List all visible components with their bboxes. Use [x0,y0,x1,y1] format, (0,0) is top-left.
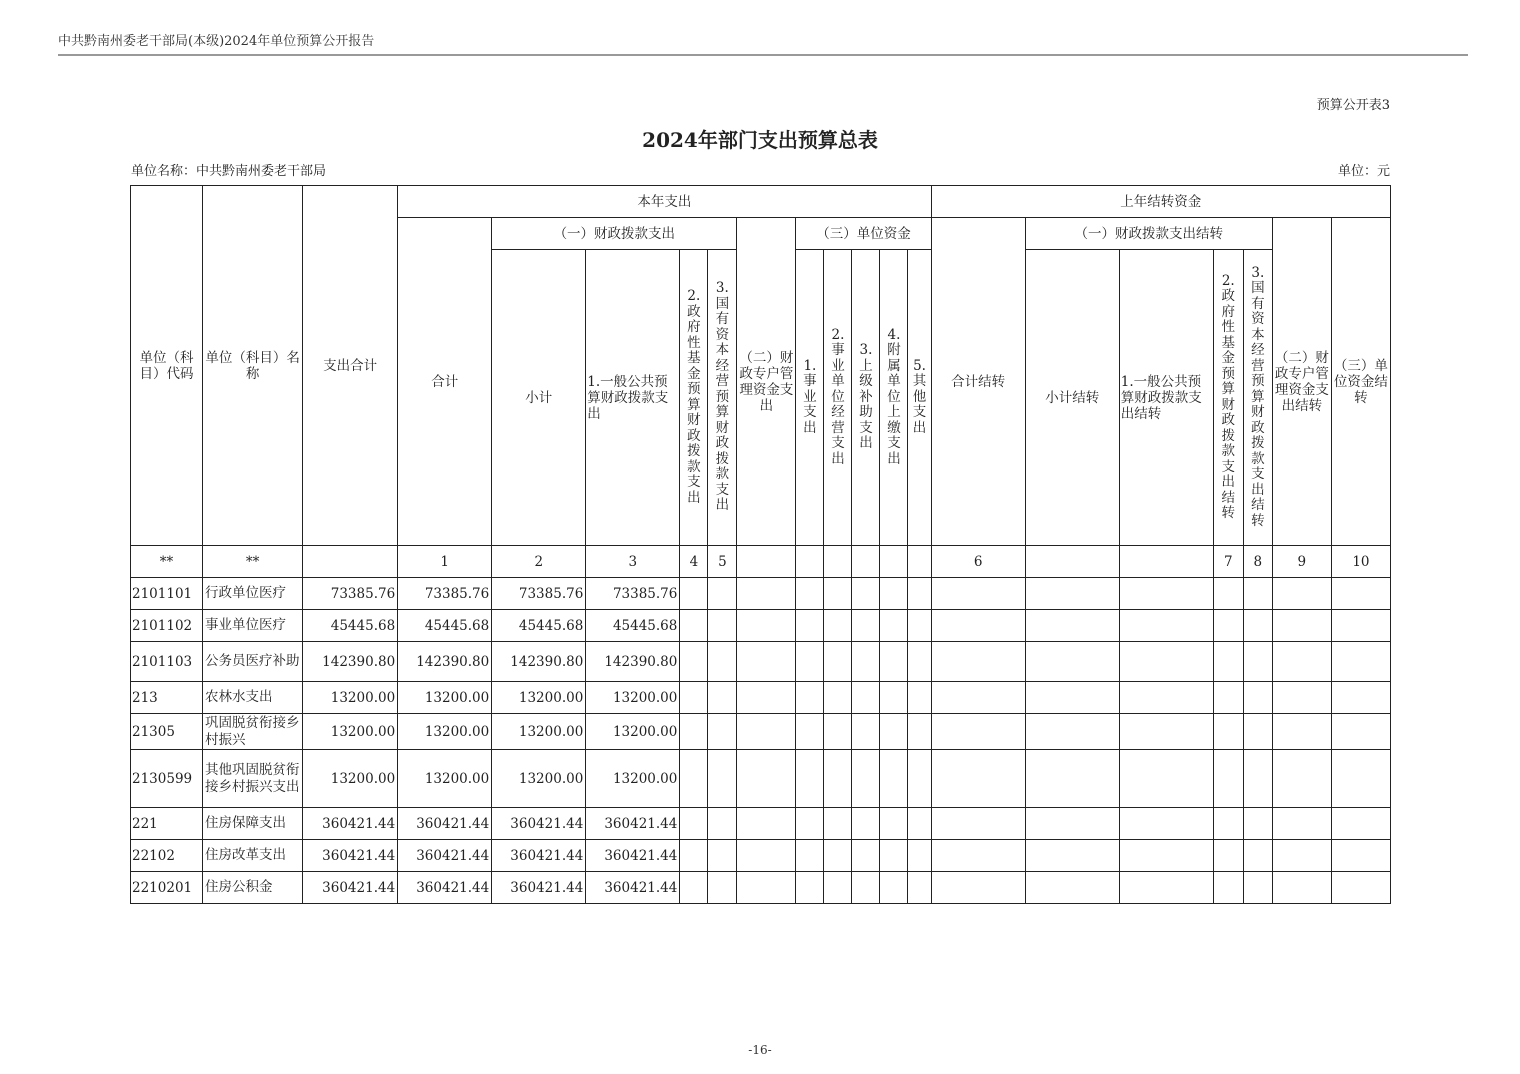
empty-cell [1243,610,1272,642]
empty-cell [1331,750,1390,808]
col-header-carry-special: （二）财政专户管理资金支出结转 [1272,218,1331,546]
row-name: 住房公积金 [203,872,303,904]
col-header-carry-gov-fund [1213,250,1243,546]
row-subtotal: 360421.44 [492,840,586,872]
empty-cell [1272,808,1331,840]
table-row [131,750,1391,808]
empty-cell [796,840,824,872]
table-row [131,840,1391,872]
row-name: 事业单位医疗 [203,610,303,642]
index-cell: 1 [398,546,492,578]
row-subtotal: 13200.00 [492,682,586,714]
empty-cell [796,750,824,808]
index-cell [852,546,880,578]
empty-cell [880,750,908,808]
index-cell [908,546,931,578]
empty-cell [824,750,852,808]
row-subtotal: 142390.80 [492,642,586,682]
empty-cell [1272,578,1331,610]
empty-cell [1025,840,1119,872]
row-code: 2101101 [131,578,203,610]
empty-cell [796,642,824,682]
empty-cell [680,642,708,682]
row-name: 住房保障支出 [203,808,303,840]
empty-cell [1243,642,1272,682]
empty-cell [680,714,708,750]
index-cell: ** [203,546,303,578]
group-header-unit-funds: （三）单位资金 [796,218,931,250]
empty-cell [1119,808,1213,840]
index-cell: 5 [708,546,737,578]
col-header-carry-sum: 合计结转 [931,218,1025,546]
col-header-gov-fund-text: 2.政府性基金预算财政拨款支出 [687,288,701,506]
row-sum: 13200.00 [398,682,492,714]
header-divider [58,54,1468,56]
empty-cell [1213,840,1243,872]
col-header-unit-career [796,250,824,546]
empty-cell [708,610,737,642]
row-name: 农林水支出 [203,682,303,714]
empty-cell [880,610,908,642]
empty-cell [908,750,931,808]
empty-cell [680,872,708,904]
empty-cell [1213,578,1243,610]
row-total: 45445.68 [303,610,398,642]
table-row [131,610,1391,642]
row-code: 2101103 [131,642,203,682]
table-row [131,578,1391,610]
empty-cell [1243,682,1272,714]
row-sum: 142390.80 [398,642,492,682]
index-cell: 8 [1243,546,1272,578]
empty-cell [880,840,908,872]
row-sum: 360421.44 [398,872,492,904]
empty-cell [880,642,908,682]
empty-cell [708,872,737,904]
empty-cell [1243,808,1272,840]
empty-cell [852,642,880,682]
empty-cell [1272,750,1331,808]
empty-cell [708,808,737,840]
row-subtotal: 360421.44 [492,808,586,840]
group-header-fiscal: （一）财政拨款支出 [492,218,737,250]
empty-cell [1213,610,1243,642]
empty-cell [824,714,852,750]
row-code: 2210201 [131,872,203,904]
empty-cell [708,840,737,872]
empty-cell [680,808,708,840]
empty-cell [708,750,737,808]
col-header-gov-fund [680,250,708,546]
row-code: 22102 [131,840,203,872]
empty-cell [1331,840,1390,872]
col-header-special-account: （二）财政专户管理资金支出 [737,218,796,546]
row-total: 73385.76 [303,578,398,610]
empty-cell [908,578,931,610]
col-header-carry-unit: （三）单位资金结转 [1331,218,1390,546]
empty-cell [1272,642,1331,682]
col-header-unit-business [824,250,852,546]
empty-cell [824,682,852,714]
index-cell: 6 [931,546,1025,578]
empty-cell [1213,750,1243,808]
index-cell: 10 [1331,546,1390,578]
empty-cell [1025,714,1119,750]
empty-cell [908,642,931,682]
empty-cell [931,610,1025,642]
index-cell: 7 [1213,546,1243,578]
col-header-unit-affiliated [880,250,908,546]
row-general: 360421.44 [586,808,680,840]
empty-cell [1025,578,1119,610]
index-cell: 2 [492,546,586,578]
empty-cell [1331,872,1390,904]
col-header-unit-subsidy [852,250,880,546]
row-total: 13200.00 [303,714,398,750]
empty-cell [737,840,796,872]
row-sum: 13200.00 [398,750,492,808]
col-header-carry-state-capital-text: 3.国有资本经营预算财政拨款支出结转 [1251,264,1265,529]
col-header-unit-subsidy-text: 3.上级补助支出 [859,342,873,452]
col-header-unit-career-text: 1.事业支出 [803,357,817,436]
empty-cell [1119,872,1213,904]
row-general: 13200.00 [586,682,680,714]
empty-cell [880,682,908,714]
empty-cell [796,610,824,642]
col-header-carry-general: 1.一般公共预算财政拨款支出结转 [1119,250,1213,546]
empty-cell [1243,714,1272,750]
group-header-this-year: 本年支出 [398,186,931,218]
empty-cell [852,610,880,642]
row-code: 2101102 [131,610,203,642]
index-cell [1025,546,1119,578]
empty-cell [1119,682,1213,714]
empty-cell [908,840,931,872]
row-general: 13200.00 [586,750,680,808]
empty-cell [1331,714,1390,750]
empty-cell [1025,642,1119,682]
row-general: 142390.80 [586,642,680,682]
row-sum: 45445.68 [398,610,492,642]
empty-cell [708,714,737,750]
empty-cell [737,642,796,682]
empty-cell [1119,750,1213,808]
empty-cell [680,578,708,610]
table-row [131,714,1391,750]
empty-cell [1331,808,1390,840]
empty-cell [908,872,931,904]
empty-cell [852,714,880,750]
empty-cell [931,578,1025,610]
empty-cell [708,642,737,682]
empty-cell [852,808,880,840]
row-code: 213 [131,682,203,714]
col-header-carry-gov-fund-text: 2.政府性基金预算财政拨款支出结转 [1221,272,1236,521]
empty-cell [931,642,1025,682]
empty-cell [737,750,796,808]
report-header-title: 中共黔南州委老干部局(本级)2024年单位预算公开报告 [58,34,375,49]
empty-cell [931,840,1025,872]
row-name: 住房改革支出 [203,840,303,872]
index-cell: 4 [680,546,708,578]
row-general: 73385.76 [586,578,680,610]
empty-cell [824,808,852,840]
empty-cell [680,750,708,808]
col-header-carry-state-capital [1243,250,1272,546]
row-general: 360421.44 [586,872,680,904]
table-body [131,578,1391,904]
empty-cell [796,714,824,750]
col-header-sum: 合计 [398,218,492,546]
empty-cell [708,682,737,714]
empty-cell [1025,610,1119,642]
row-total: 142390.80 [303,642,398,682]
empty-cell [880,808,908,840]
page-number: -16- [748,1043,772,1057]
empty-cell [737,872,796,904]
empty-cell [824,610,852,642]
row-total: 360421.44 [303,872,398,904]
empty-cell [680,682,708,714]
empty-cell [852,872,880,904]
group-header-carry-fiscal: （一）财政拨款支出结转 [1025,218,1272,250]
row-code: 21305 [131,714,203,750]
empty-cell [796,682,824,714]
empty-cell [1243,872,1272,904]
group-header-last-year: 上年结转资金 [931,186,1390,218]
table-row [131,682,1391,714]
empty-cell [824,872,852,904]
empty-cell [908,610,931,642]
empty-cell [824,840,852,872]
empty-cell [880,578,908,610]
empty-cell [1331,578,1390,610]
empty-cell [1213,714,1243,750]
empty-cell [908,808,931,840]
index-cell: ** [131,546,203,578]
empty-cell [852,750,880,808]
row-code: 2130599 [131,750,203,808]
empty-cell [680,610,708,642]
row-name: 行政单位医疗 [203,578,303,610]
row-name: 巩固脱贫衔接乡村振兴 [203,714,303,750]
empty-cell [1025,682,1119,714]
empty-cell [737,808,796,840]
empty-cell [680,840,708,872]
row-total: 360421.44 [303,840,398,872]
col-header-unit-other [908,250,931,546]
table-row [131,872,1391,904]
table-header [131,186,1391,546]
index-cell [737,546,796,578]
row-code: 221 [131,808,203,840]
page-title: 2024年部门支出预算总表 [642,128,878,152]
empty-cell [1213,682,1243,714]
empty-cell [931,682,1025,714]
index-row [131,546,1391,578]
empty-cell [1119,578,1213,610]
table-number: 预算公开表3 [1316,98,1390,113]
row-subtotal: 73385.76 [492,578,586,610]
index-cell: 9 [1272,546,1331,578]
table-row [131,808,1391,840]
empty-cell [708,578,737,610]
empty-cell [1119,610,1213,642]
index-cell: 3 [586,546,680,578]
empty-cell [737,578,796,610]
empty-cell [1213,642,1243,682]
empty-cell [1119,714,1213,750]
col-header-total: 支出合计 [303,186,398,546]
col-header-state-capital-text: 3.国有资本经营预算财政拨款支出 [715,280,730,514]
empty-cell [1272,682,1331,714]
empty-cell [1331,610,1390,642]
empty-cell [931,750,1025,808]
unit-name: 单位名称：中共黔南州委老干部局 [131,164,327,179]
row-name: 其他巩固脱贫衔接乡村振兴支出 [203,750,303,808]
empty-cell [824,578,852,610]
empty-cell [1272,610,1331,642]
col-header-name: 单位（科目）名称 [203,186,303,546]
empty-cell [908,682,931,714]
empty-cell [852,578,880,610]
empty-cell [1331,682,1390,714]
row-total: 13200.00 [303,750,398,808]
col-header-code: 单位（科目）代码 [131,186,203,546]
empty-cell [1119,642,1213,682]
empty-cell [737,682,796,714]
empty-cell [824,642,852,682]
index-row-body [131,546,1391,578]
empty-cell [1272,872,1331,904]
index-cell [824,546,852,578]
currency-unit: 单位：元 [1337,164,1390,179]
row-sum: 360421.44 [398,840,492,872]
empty-cell [1272,840,1331,872]
index-cell [796,546,824,578]
row-total: 360421.44 [303,808,398,840]
col-header-unit-business-text: 2.事业单位经营支出 [831,326,845,467]
empty-cell [880,714,908,750]
empty-cell [737,610,796,642]
row-name: 公务员医疗补助 [203,642,303,682]
row-total: 13200.00 [303,682,398,714]
empty-cell [1243,578,1272,610]
empty-cell [737,714,796,750]
col-header-state-capital [708,250,737,546]
empty-cell [931,714,1025,750]
col-header-unit-other-text: 5.其他支出 [912,357,927,436]
row-general: 45445.68 [586,610,680,642]
row-sum: 73385.76 [398,578,492,610]
col-header-general: 1.一般公共预算财政拨款支出 [586,250,680,546]
empty-cell [1243,840,1272,872]
empty-cell [931,808,1025,840]
row-sum: 13200.00 [398,714,492,750]
index-cell [303,546,398,578]
col-header-subtotal: 小计 [492,250,586,546]
empty-cell [880,872,908,904]
empty-cell [1025,808,1119,840]
empty-cell [1213,872,1243,904]
empty-cell [1243,750,1272,808]
row-subtotal: 13200.00 [492,750,586,808]
row-subtotal: 360421.44 [492,872,586,904]
empty-cell [1119,840,1213,872]
row-sum: 360421.44 [398,808,492,840]
row-general: 360421.44 [586,840,680,872]
col-header-carry-subtotal: 小计结转 [1025,250,1119,546]
empty-cell [852,682,880,714]
col-header-unit-affiliated-text: 4.附属单位上缴支出 [887,326,901,467]
empty-cell [1025,750,1119,808]
table-row [131,642,1391,682]
row-subtotal: 45445.68 [492,610,586,642]
index-cell [880,546,908,578]
empty-cell [1213,808,1243,840]
empty-cell [796,578,824,610]
empty-cell [796,872,824,904]
empty-cell [1272,714,1331,750]
empty-cell [931,872,1025,904]
row-subtotal: 13200.00 [492,714,586,750]
empty-cell [1025,872,1119,904]
row-general: 13200.00 [586,714,680,750]
index-cell [1119,546,1213,578]
empty-cell [1331,642,1390,682]
empty-cell [908,714,931,750]
budget-table [130,185,1391,904]
empty-cell [796,808,824,840]
empty-cell [852,840,880,872]
